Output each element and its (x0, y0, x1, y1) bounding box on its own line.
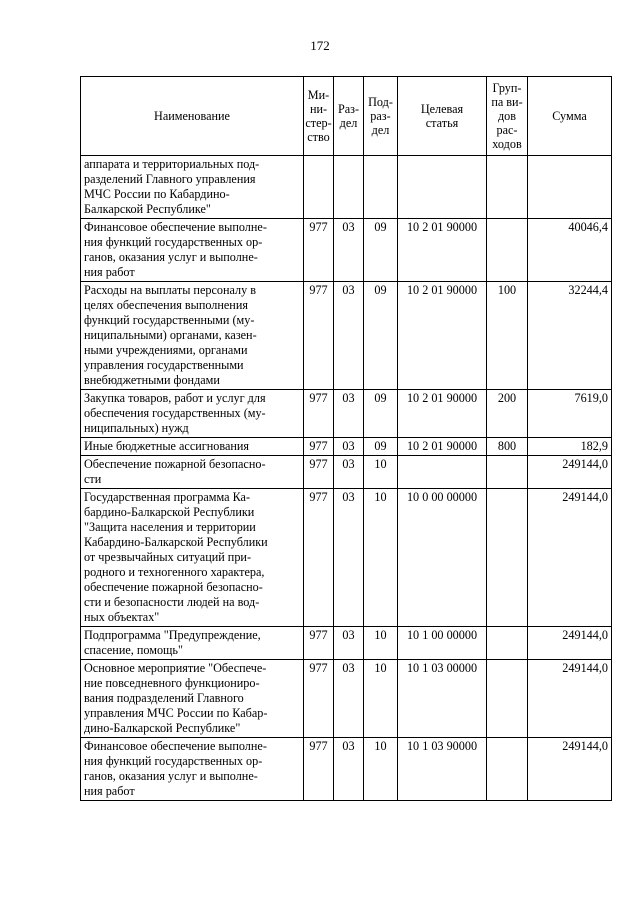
cell-ministry: 977 (304, 660, 334, 738)
cell-sum (528, 156, 612, 219)
cell-sum: 32244,4 (528, 282, 612, 390)
cell-name: Подпрограмма "Предупреждение, спасение, помощь" (81, 627, 304, 660)
cell-group (487, 660, 528, 738)
cell-ministry (304, 156, 334, 219)
cell-name: Основное мероприятие "Обеспече- ние повседневного функциониро- вания подразделений Главного управления МЧС России по Кабар- дино-Балкарской Республике" (81, 660, 304, 738)
cell-ministry: 977 (304, 489, 334, 627)
cell-group (487, 219, 528, 282)
table-row (81, 390, 612, 438)
cell-subsection: 10 (364, 489, 398, 627)
cell-group: 100 (487, 282, 528, 390)
cell-section: 03 (334, 456, 364, 489)
table-row (81, 438, 612, 456)
header-group: Груп- па ви- дов рас- ходов (487, 77, 528, 156)
cell-name: Расходы на выплаты персоналу в целях обеспечения выполнения функций государственными (му- ниципальными) органами, казен- ными учреждениями, органами управления государственными внебюджетными фондами (81, 282, 304, 390)
cell-ministry: 977 (304, 219, 334, 282)
cell-section: 03 (334, 282, 364, 390)
cell-group (487, 156, 528, 219)
cell-name: Иные бюджетные ассигнования (81, 438, 304, 456)
cell-name: Обеспечение пожарной безопасно- сти (81, 456, 304, 489)
header-ministry: Ми- ни- стер- ство (304, 77, 334, 156)
cell-section: 03 (334, 627, 364, 660)
cell-subsection: 09 (364, 282, 398, 390)
cell-sum: 182,9 (528, 438, 612, 456)
cell-group (487, 489, 528, 627)
cell-target: 10 2 01 90000 (398, 438, 487, 456)
cell-section: 03 (334, 660, 364, 738)
cell-target: 10 1 03 00000 (398, 660, 487, 738)
cell-ministry: 977 (304, 282, 334, 390)
cell-ministry: 977 (304, 390, 334, 438)
budget-table (80, 76, 612, 801)
cell-ministry: 977 (304, 438, 334, 456)
cell-subsection: 09 (364, 438, 398, 456)
cell-subsection: 10 (364, 738, 398, 801)
header-target: Целевая статья (398, 77, 487, 156)
cell-sum: 249144,0 (528, 738, 612, 801)
table-row (81, 282, 612, 390)
cell-section (334, 156, 364, 219)
cell-ministry: 977 (304, 738, 334, 801)
table-row (81, 660, 612, 738)
table-row (81, 738, 612, 801)
header-section: Раз- дел (334, 77, 364, 156)
cell-name: Финансовое обеспечение выполне- ния функций государственных ор- ганов, оказания услуг и выполне- ния работ (81, 219, 304, 282)
table-row (81, 219, 612, 282)
cell-name: аппарата и территориальных под- разделений Главного управления МЧС России по Кабардино- Балкарской Республике" (81, 156, 304, 219)
cell-ministry: 977 (304, 627, 334, 660)
cell-group (487, 627, 528, 660)
cell-section: 03 (334, 438, 364, 456)
header-name: Наименование (81, 77, 304, 156)
cell-target: 10 1 00 00000 (398, 627, 487, 660)
cell-subsection: 10 (364, 627, 398, 660)
cell-target (398, 156, 487, 219)
cell-subsection: 09 (364, 219, 398, 282)
cell-name: Государственная программа Ка- бардино-Балкарской Республики "Защита населения и территории Кабардино-Балкарской Республики от чрезвычайных ситуаций при- родного и техногенного характера, обеспечение пожарной безопасно- сти и безопасности людей на вод- ных объектах" (81, 489, 304, 627)
cell-group (487, 738, 528, 801)
cell-target: 10 2 01 90000 (398, 282, 487, 390)
cell-sum: 7619,0 (528, 390, 612, 438)
cell-subsection (364, 156, 398, 219)
cell-name: Закупка товаров, работ и услуг для обеспечения государственных (му- ниципальных) нужд (81, 390, 304, 438)
header-sum: Сумма (528, 77, 612, 156)
table-row (81, 627, 612, 660)
page-number: 172 (310, 38, 330, 53)
cell-sum: 249144,0 (528, 627, 612, 660)
table-row (81, 156, 612, 219)
cell-section: 03 (334, 489, 364, 627)
cell-section: 03 (334, 738, 364, 801)
cell-target (398, 456, 487, 489)
table-row (81, 456, 612, 489)
cell-sum: 249144,0 (528, 489, 612, 627)
cell-name: Финансовое обеспечение выполне- ния функций государственных ор- ганов, оказания услуг и выполне- ния работ (81, 738, 304, 801)
cell-target: 10 2 01 90000 (398, 219, 487, 282)
cell-section: 03 (334, 219, 364, 282)
cell-target: 10 1 03 90000 (398, 738, 487, 801)
cell-target: 10 0 00 00000 (398, 489, 487, 627)
table-row (81, 489, 612, 627)
header-subsection: Под- раз- дел (364, 77, 398, 156)
cell-group: 800 (487, 438, 528, 456)
cell-subsection: 09 (364, 390, 398, 438)
cell-group: 200 (487, 390, 528, 438)
cell-sum: 249144,0 (528, 456, 612, 489)
cell-target: 10 2 01 90000 (398, 390, 487, 438)
cell-sum: 40046,4 (528, 219, 612, 282)
cell-subsection: 10 (364, 456, 398, 489)
cell-ministry: 977 (304, 456, 334, 489)
cell-sum: 249144,0 (528, 660, 612, 738)
cell-subsection: 10 (364, 660, 398, 738)
header-row (81, 77, 612, 156)
cell-section: 03 (334, 390, 364, 438)
cell-group (487, 456, 528, 489)
